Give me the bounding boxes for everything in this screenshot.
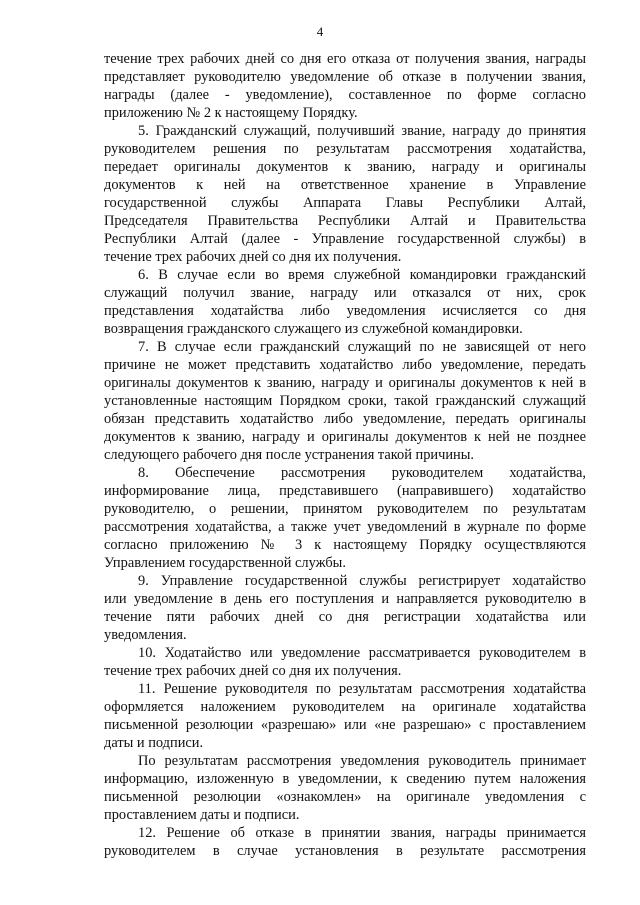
text-line: 12. Решение об отказе в принятии звания, награды принимается: [138, 825, 586, 841]
text-line: 7. В случае если гражданский служащий по не зависящей от него: [138, 339, 586, 355]
text-line: представления ходатайства либо уведомления исчисляется со дня: [104, 303, 586, 319]
text-line: документов к званию, награду и оригиналы документов к ней не позднее: [104, 429, 586, 445]
paragraph-p5: [104, 122, 586, 266]
text-line: представляет руководителю уведомление об отказе в получении звания,: [104, 69, 586, 85]
text-line: течение трех рабочих дней со дня их получения.: [104, 249, 402, 265]
text-line: течение трех рабочих дней со дня его отказа от получения звания, награды: [104, 51, 586, 67]
paragraph-p12: [104, 824, 586, 860]
text-line: письменной резолюции «ознакомлен» на оригинале уведомления с: [104, 789, 586, 805]
text-line: государственной службы Аппарата Главы Республики Алтай,: [104, 195, 586, 211]
text-line: 9. Управление государственной службы регистрирует ходатайство: [138, 573, 586, 589]
paragraph-p9: [104, 572, 586, 644]
text-line: Управлением государственной службы.: [104, 555, 346, 571]
text-line: письменной резолюции «разрешаю» или «не разрешаю» с проставлением: [104, 717, 586, 733]
text-line: По результатам рассмотрения уведомления руководитель принимает: [138, 753, 586, 769]
text-line: Республики Алтай (далее - Управление государственной службы) в: [104, 231, 586, 247]
text-line: 5. Гражданский служащий, получивший звание, награду до принятия: [138, 123, 586, 139]
text-line: возвращения гражданского служащего из служебной командировки.: [104, 321, 523, 337]
text-line: течение пяти рабочих дней со дня регистрации ходатайства или: [104, 609, 586, 625]
text-line: рассмотрения ходатайства, а также учет уведомлений в журнале по форме: [104, 519, 586, 535]
text-line: 11. Решение руководителя по результатам рассмотрения ходатайства: [138, 681, 586, 697]
text-line: служащий получил звание, награду или отказался от них, срок: [104, 285, 586, 301]
paragraph-p11: [104, 680, 586, 752]
text-line: даты и подписи.: [104, 735, 204, 751]
text-line: руководителем в случае установления в результате рассмотрения: [104, 843, 586, 859]
text-line: течение трех рабочих дней со дня их получения.: [104, 663, 402, 679]
text-line: установленные настоящим Порядком сроки, такой гражданский служащий: [104, 393, 586, 409]
text-line: приложению № 2 к настоящему Порядку.: [104, 105, 358, 121]
paragraph-p7: [104, 338, 586, 464]
text-line: оформляется наложением руководителем на оригинале ходатайства: [104, 699, 586, 715]
text-line: руководителем решения по результатам рассмотрения ходатайства,: [104, 141, 586, 157]
text-line: обязан представить ходатайство либо уведомление, передать оригиналы: [104, 411, 586, 427]
text-line: информирование лица, представившего (направившего) ходатайство: [104, 483, 586, 499]
page-number: 4: [316, 24, 324, 39]
text-line: 8. Обеспечение рассмотрения руководителем ходатайства,: [138, 465, 586, 481]
paragraph-p4-cont: [104, 50, 586, 122]
text-line: руководителю, о решении, принятом руководителем по результатам: [104, 501, 586, 517]
text-line: передает оригиналы документов к званию, награду и оригиналы: [104, 159, 586, 175]
text-line: документов к ней на ответственное хранение в Управление: [104, 177, 586, 193]
paragraph-p8: [104, 464, 586, 572]
paragraph-p10: [104, 644, 586, 680]
text-line: проставлением даты и подписи.: [104, 807, 300, 823]
paragraph-p11b: [104, 752, 586, 824]
text-line: 6. В случае если во время служебной командировки гражданский: [138, 267, 586, 283]
text-line: Председателя Правительства Республики Алтай и Правительства: [104, 213, 586, 229]
text-line: оригиналы документов к званию, награду и оригиналы документов к ней в: [104, 375, 586, 391]
paragraph-p6: [104, 266, 586, 338]
text-line: или уведомление в день его поступления и направляется руководителю в: [104, 591, 586, 607]
text-line: уведомления.: [104, 627, 187, 643]
document-body: [104, 50, 586, 860]
text-line: 10. Ходатайство или уведомление рассматривается руководителем в: [138, 645, 586, 661]
text-line: информацию, изложенную в уведомлении, к сведению путем наложения: [104, 771, 586, 787]
text-line: награды (далее - уведомление), составленное по форме согласно: [104, 87, 586, 103]
text-line: следующего рабочего дня после устранения такой причины.: [104, 447, 475, 463]
text-line: согласно приложению № 3 к настоящему Порядку осуществляются: [104, 537, 586, 553]
text-line: причине не может представить ходатайство либо уведомление, передать: [104, 357, 586, 373]
